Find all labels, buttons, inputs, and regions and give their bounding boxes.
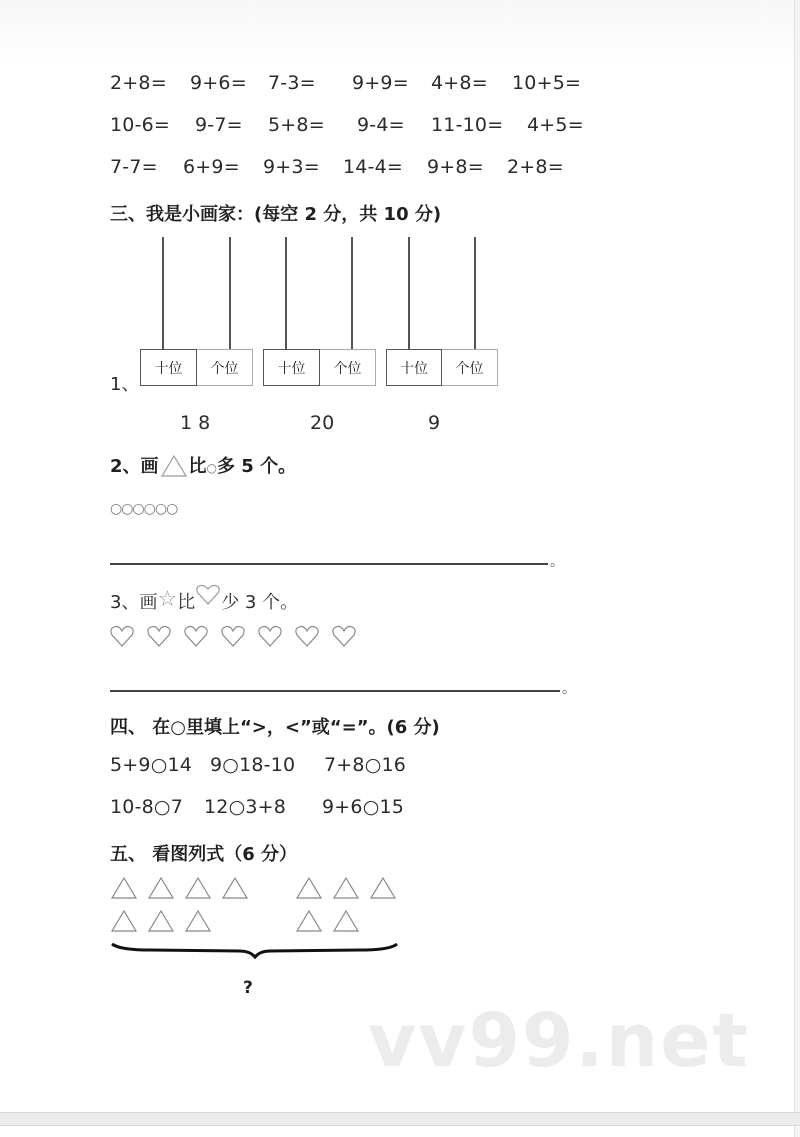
line-period: 。 (562, 681, 576, 697)
heart-icon (257, 624, 283, 648)
compare-item: 12○3+8 (204, 796, 287, 818)
section-five-heading: 五、 看图列式（6 分） (110, 844, 298, 865)
line-period: 。 (550, 554, 564, 570)
tens-rod (408, 237, 410, 349)
triangle-icon (160, 454, 188, 478)
compare-item: 7+8○16 (324, 754, 407, 776)
calc-item: 9+6= (190, 72, 247, 94)
tens-label: 十位 (400, 360, 428, 377)
tens-label: 十位 (277, 360, 306, 377)
calc-item: 9+8= (427, 156, 484, 178)
ones-place-box (320, 349, 376, 386)
ones-place-box (442, 349, 498, 386)
calc-item: 9+9= (352, 72, 409, 94)
q2-middle: 比 (188, 456, 207, 477)
ones-label: 个位 (333, 360, 362, 377)
q2-prefix: 2、画 (110, 456, 159, 477)
heart-icon (183, 624, 209, 648)
tens-place-box (263, 349, 320, 386)
tens-place-box (386, 349, 442, 386)
ones-rod (229, 237, 231, 349)
ones-label: 个位 (455, 360, 484, 377)
calc-item: 4+5= (527, 114, 584, 136)
q3-middle: 比 (177, 592, 196, 613)
compare-item: 5+9○14 (110, 754, 193, 776)
heart-row (109, 624, 357, 648)
question-mark: ? (243, 978, 253, 998)
calc-item: 9-4= (357, 114, 405, 136)
calc-item: 7-3= (268, 72, 316, 94)
calc-item: 9-7= (195, 114, 243, 136)
section-three-heading: 三、我是小画家：(每空 2 分，共 10 分) (110, 204, 442, 225)
tens-place-box (140, 349, 197, 386)
q2-suffix: 多 5 个。 (217, 456, 297, 477)
calc-item: 10-6= (110, 114, 171, 136)
question-3-prompt (110, 584, 298, 614)
star-icon: ☆ (157, 587, 178, 612)
calc-item: 10+5= (512, 72, 582, 94)
heart-icon (146, 624, 172, 648)
ones-place-box (197, 349, 253, 386)
heart-icon (109, 624, 135, 648)
calc-item: 11-10= (431, 114, 504, 136)
compare-item: 9+6○15 (322, 796, 405, 818)
heart-icon (220, 624, 246, 648)
q3-suffix: 少 3 个。 (221, 592, 299, 613)
question-1-label: 1、 (110, 374, 140, 395)
circle-icon: ○ (206, 461, 218, 475)
page-separator (0, 1112, 800, 1126)
heart-icon (294, 624, 320, 648)
calc-item: 2+8= (507, 156, 564, 178)
abacus-number: 20 (310, 412, 335, 434)
compare-item: 9○18-10 (210, 754, 296, 776)
circle-row: ○○○○○○ (110, 501, 178, 517)
section-four-heading: 四、 在○里填上“>，<”或“=”。(6 分) (110, 717, 440, 738)
q3-prefix: 3、画 (110, 592, 158, 613)
tens-rod (162, 237, 164, 349)
calc-item: 6+9= (183, 156, 240, 178)
ones-rod (474, 237, 476, 349)
question-2-prompt (110, 452, 296, 478)
calc-item: 2+8= (110, 72, 167, 94)
ones-label: 个位 (210, 360, 239, 377)
calc-item: 7-7= (110, 156, 158, 178)
page-top-shade (0, 0, 800, 68)
calc-item: 14-4= (343, 156, 404, 178)
heart-icon (195, 584, 221, 606)
answer-line-q3[interactable] (110, 690, 560, 692)
ones-rod (351, 237, 353, 349)
triangle-picture (111, 876, 411, 946)
calc-item: 4+8= (431, 72, 488, 94)
calc-item: 5+8= (268, 114, 325, 136)
compare-item: 10-8○7 (110, 796, 183, 818)
brace-icon (110, 940, 400, 962)
answer-line-q2[interactable] (110, 563, 548, 565)
tens-rod (285, 237, 287, 349)
abacus-number: 9 (428, 412, 441, 434)
watermark: vv99.net (368, 998, 750, 1084)
scrollbar-edge[interactable] (794, 0, 800, 1137)
tens-label: 十位 (154, 360, 183, 377)
heart-icon (331, 624, 357, 648)
abacus-number: 1 8 (180, 412, 211, 434)
calc-item: 9+3= (263, 156, 320, 178)
